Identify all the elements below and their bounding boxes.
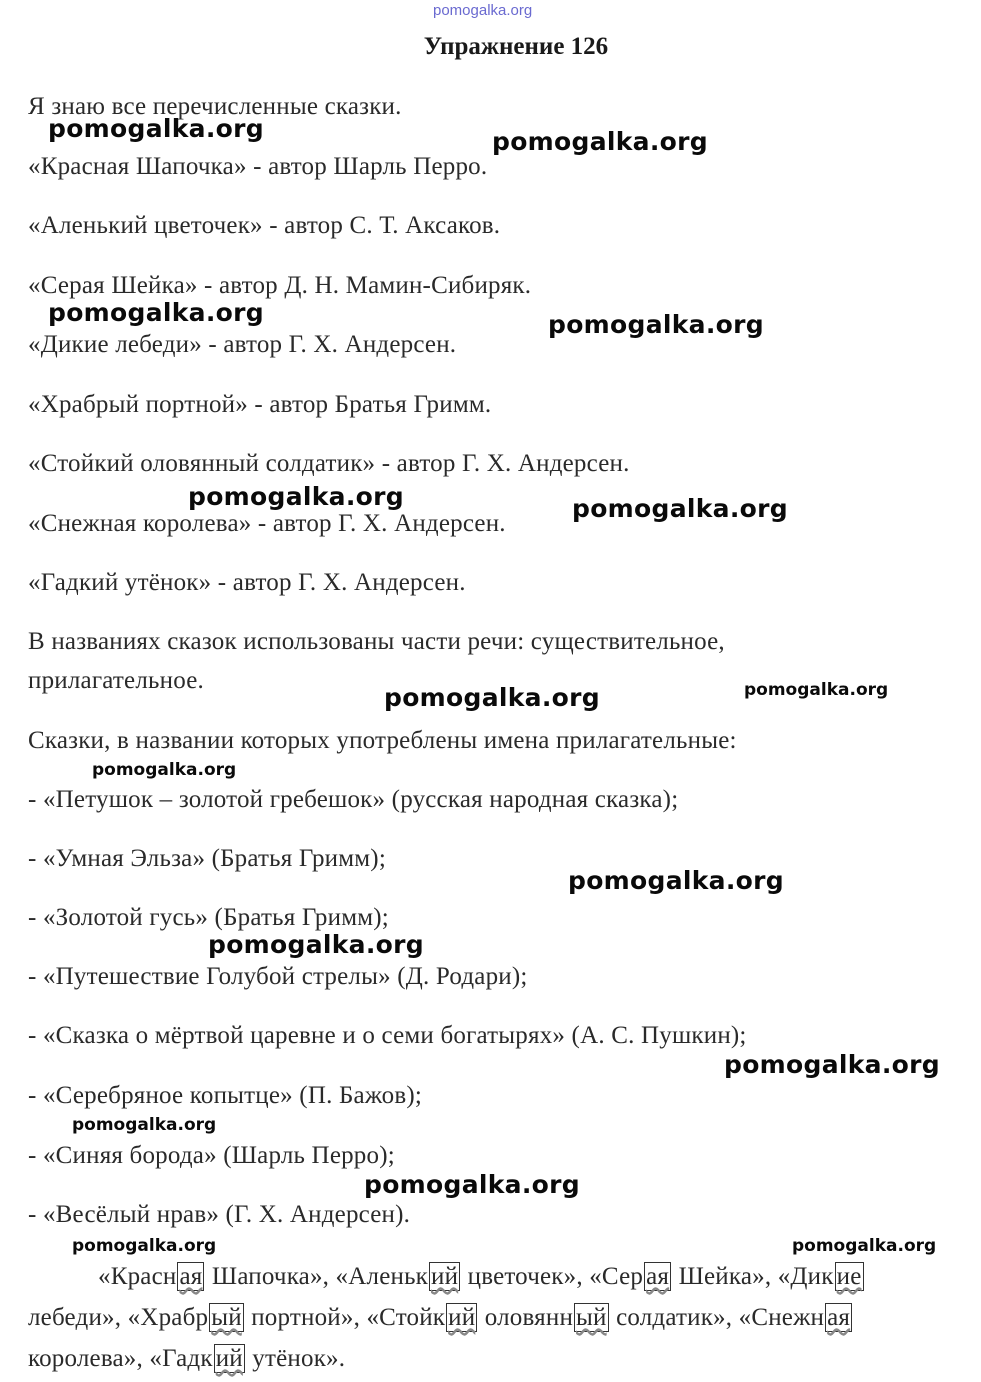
intro-text: Я знаю все перечисленные сказки. [28,93,402,120]
ending-box: ие [836,1263,862,1290]
ending-box: ая [827,1304,851,1331]
ending-box: ий [448,1304,476,1331]
ending-box: ая [179,1263,203,1290]
ending-box: ий [431,1263,459,1290]
watermark: pomogalka.org [364,1170,580,1199]
ending-box: ый [211,1304,242,1331]
watermark: pomogalka.org [48,298,264,327]
endings-line: «Красн ая Шапочка», «Аленьк ий цветочек», «Сер ая Шейка», «Дик ие [98,1263,862,1290]
watermark: pomogalka.org [724,1050,940,1079]
watermark: pomogalka.org [188,482,404,511]
watermark: pomogalka.org [792,1236,937,1256]
ending-box: ий [215,1345,243,1372]
adjective-tale-line: - «Петушок – золотой гребешок» (русская народная сказка); [28,786,679,813]
parts-of-speech-line: прилагательное. [28,667,204,694]
adjective-tale-line: - «Весёлый нрав» (Г. Х. Андерсен). [28,1201,411,1228]
endings-line: лебеди», «Храбр ый портной», «Стойк ий оловянн ый солдатик», «Снежн ая [28,1304,851,1331]
tale-line: «Гадкий утёнок» - автор Г. Х. Андерсен. [28,569,466,596]
ending-box: ый [576,1304,607,1331]
tale-line: «Аленький цветочек» - автор С. Т. Аксаков. [28,212,501,239]
watermark: pomogalka.org [572,494,788,523]
adjective-tale-line: - «Синяя борода» (Шарль Перро); [28,1142,395,1169]
adjective-tale-line: - «Умная Эльза» (Братья Гримм); [28,845,386,872]
adjective-tale-line: - «Золотой гусь» (Братья Гримм); [28,904,389,931]
adjective-heading: Сказки, в названии которых употреблены имена прилагательные: [28,727,737,754]
watermark: pomogalka.org [384,683,600,712]
watermark: pomogalka.org [744,680,889,700]
ending-box: ая [646,1263,670,1290]
source-site-label[interactable]: pomogalka.org [433,2,533,19]
watermark: pomogalka.org [492,127,708,156]
tale-line: «Серая Шейка» - автор Д. Н. Мамин-Сибиряк. [28,272,532,299]
watermark: pomogalka.org [72,1115,217,1135]
tale-line: «Красная Шапочка» - автор Шарль Перро. [28,153,488,180]
adjective-tale-line: - «Серебряное копытце» (П. Бажов); [28,1082,423,1109]
tale-line: «Дикие лебеди» - автор Г. Х. Андерсен. [28,331,457,358]
endings-line: королева», «Гадк ий утёнок». [28,1345,346,1372]
watermark: pomogalka.org [48,114,264,143]
watermark: pomogalka.org [568,866,784,895]
tale-line: «Стойкий оловянный солдатик» - автор Г. Х. Андерсен. [28,450,630,477]
adjective-tale-line: - «Путешествие Голубой стрелы» (Д. Родари); [28,963,528,990]
adjective-tale-line: - «Сказка о мёртвой царевне и о семи богатырях» (А. С. Пушкин); [28,1022,747,1049]
tale-line: «Храбрый портной» - автор Братья Гримм. [28,391,492,418]
watermark: pomogalka.org [548,310,764,339]
parts-of-speech-line: В названиях сказок использованы части речи: существительное, [28,628,725,655]
tale-line: «Снежная королева» - автор Г. Х. Андерсен. [28,510,506,537]
watermark: pomogalka.org [72,1236,217,1256]
exercise-title: Упражнение 126 [423,33,609,60]
watermark: pomogalka.org [92,760,237,780]
watermark: pomogalka.org [208,930,424,959]
